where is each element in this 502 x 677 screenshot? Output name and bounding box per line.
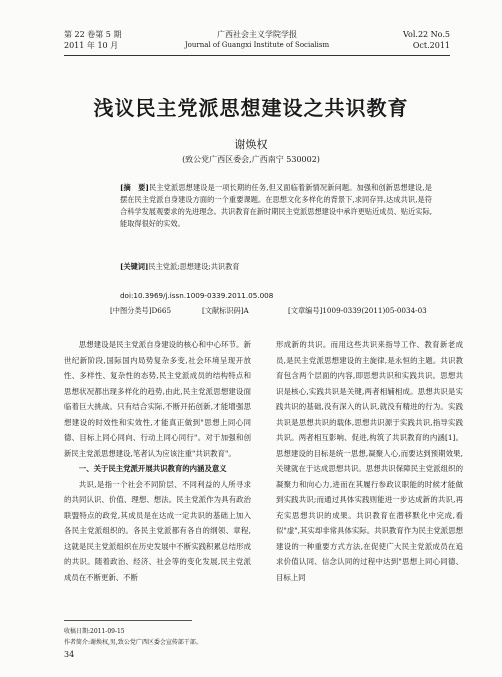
body-column-left xyxy=(64,337,251,585)
doi: doi:10.3969/j.issn.1009-0339.2011.05.008 xyxy=(120,291,274,300)
footnote-author-bio: 作者简介:谢焕权,男,致公党广西区委会宣传部干部。 xyxy=(64,639,202,646)
keywords-text: 民主党派;思想建设;共识教育 xyxy=(148,262,240,271)
keywords xyxy=(120,262,432,272)
clc-number: [中图分类号]D665 xyxy=(110,306,172,315)
journal-title-cn: 广西社会主义学院学报 xyxy=(217,30,297,39)
journal-title-en: Journal of Guangxi Institute of Socialism xyxy=(184,41,330,49)
abstract-text: 民主党派思想建设是一项长期的任务,但又面临着新情况新问题。加强和创新思想建设,是摆在民主党派自身建设方面的一个重要课题。在思想文化多样化的背景下,求同存异,达成共识,是符合科学发展观要求的先进理念。共识教育在新时期民主党派思想建设中承许更贴近成员、贴近实际,能取得很好的实效。 xyxy=(120,183,432,228)
paragraph: 思想建设是民主党派自身建设的核心和中心环节。新世纪新阶段,国际国内局势复杂多变,社会环境呈现开放性、多样性、复杂性的态势,民主党派成员的结构特点和思想状况都出现多样化的趋势,由此,民主党派思想建设面临着巨大挑战。只有结合实际,不断开拓创新,才能增强思想建设的时效性和实效性,才能真正做到"思想上同心同德、目标上同心同向、行动上同心同行"。对于加强和创新民主党派思想建设,笔者认为应该注重"共识教育"。 xyxy=(64,340,251,458)
issue-label: 第 22 卷第 5 期 xyxy=(64,30,122,39)
section-heading: 一、关于民主党派开展共识教育的内涵及意义 xyxy=(78,464,227,473)
article-author: 谢焕权 xyxy=(234,138,268,151)
abstract-label: [摘 要] xyxy=(120,183,149,192)
volume-label: Vol.22 No.5 xyxy=(403,30,450,39)
paragraph: 共识,是指一个社会不同阶层、不同利益的人所寻求的共同认识、价值、理想、想法。民主党派作为具有政治联盟特点的政党,其成员是在达成一定共识的基础上加入各民主党派组织的。各民主党派都有各自的纲领、章程,这就是民主党派组织在历史发展中不断实践积累总结形成的共识。随着政治、经济、社会等的变化发展,民主党派成员在不断更新、不断 xyxy=(64,479,251,582)
page-number: 34 xyxy=(64,650,75,659)
author-affiliation: (致公党广西区委会,广西南宁 530002) xyxy=(182,155,320,164)
month-label: Oct.2011 xyxy=(412,41,450,50)
keywords-label: [关键词] xyxy=(120,262,149,271)
article-number: [文章编号]1009-0339(2011)05-0034-03 xyxy=(288,306,427,315)
abstract xyxy=(120,182,432,230)
date-label: 2011 年 10 月 xyxy=(64,41,119,50)
body-column-right xyxy=(276,337,463,585)
article-title: 浅议民主党派思想建设之共识教育 xyxy=(93,96,409,120)
footnote-rule xyxy=(64,620,192,621)
header-rule xyxy=(64,55,450,56)
paragraph: 形成新的共识。而用这些共识来指导工作、教育新老成员,是民主党派思想建设的主旋律,是永恒的主题。共识教育包含两个层面的内容,即思想共识和实践共识。思想共识是核心,实践共识是关键,两者相辅相成。思想共识是实践共识的基础,没有深入的认识,就没有精进的行为。实践共识是思想共识的载体,思想共识源于实践共识,指导实践共识。两者相互影响、促进,构筑了共识教育的内涵[1]。思想建设的目标是统一思想,凝聚人心,而要达到预期效果,关键就在于达成思想共识。思想共识保障民主党派组织的凝聚力和向心力,进而在其履行参政议职能的时候才能做到实践共识;而通过具体实践则能进一步达成新的共识,再充实思想共识的成果。共识教育在潜移默化中完成,看似"虚",其实却非常具体实际。共识教育作为民主党派思想建设的一种重要方式方法,在促使广大民主党派成员在追求价值认同、信念认同的过程中达到"思想上同心同德、目标上同 xyxy=(276,340,463,582)
document-code: [文献标识码]A xyxy=(202,306,249,315)
footnote-received: 收稿日期:2011-09-15 xyxy=(64,628,125,635)
